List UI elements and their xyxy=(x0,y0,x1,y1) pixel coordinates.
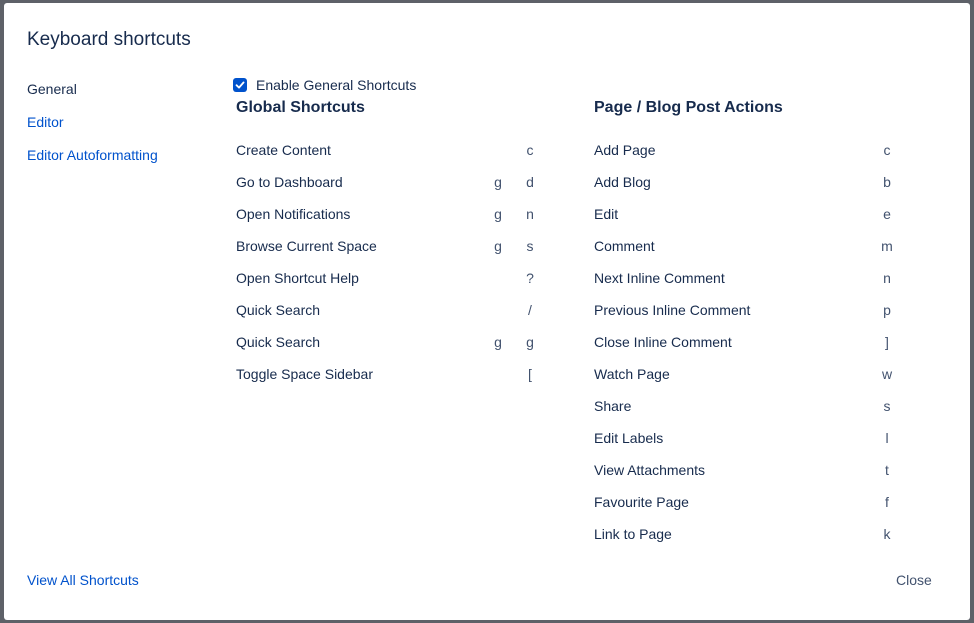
shortcut-key: l xyxy=(885,430,889,446)
shortcut-key: ? xyxy=(526,270,534,286)
shortcut-key: [ xyxy=(528,366,532,382)
global-shortcuts-list xyxy=(236,142,546,398)
shortcut-key: g xyxy=(494,206,502,222)
nav-item-editor-autoformatting[interactable]: Editor Autoformatting xyxy=(27,147,158,163)
shortcut-key: / xyxy=(528,302,532,318)
shortcut-row xyxy=(594,302,914,334)
checkmark-icon xyxy=(235,80,245,90)
shortcut-label: Watch Page xyxy=(594,366,670,382)
shortcut-label: Link to Page xyxy=(594,526,672,542)
shortcut-label: Add Blog xyxy=(594,174,651,190)
shortcut-label: Quick Search xyxy=(236,334,321,350)
shortcut-label: Share xyxy=(594,398,632,414)
shortcut-key: g xyxy=(494,238,502,254)
view-all-shortcuts-link[interactable]: View All Shortcuts xyxy=(27,572,139,588)
global-shortcuts-section xyxy=(236,99,546,398)
shortcut-key: ] xyxy=(885,334,889,350)
shortcut-row xyxy=(236,238,546,270)
shortcut-label: Go to Dashboard xyxy=(236,174,343,190)
shortcut-row xyxy=(236,334,546,366)
enable-general-shortcuts-checkbox[interactable] xyxy=(233,78,247,92)
shortcut-key: b xyxy=(883,174,891,190)
shortcut-row xyxy=(236,270,546,302)
shortcut-row xyxy=(594,174,914,206)
page-blog-actions-list xyxy=(594,142,914,558)
shortcut-label: Previous Inline Comment xyxy=(594,302,751,318)
shortcut-label: Open Notifications xyxy=(236,206,351,222)
shortcut-row xyxy=(594,142,914,174)
global-shortcuts-title: Global Shortcuts xyxy=(236,99,365,116)
shortcut-key: t xyxy=(885,462,889,478)
shortcut-key: e xyxy=(883,206,891,222)
close-button[interactable]: Close xyxy=(886,569,942,591)
shortcut-label: Quick Search xyxy=(236,302,321,318)
shortcut-key: n xyxy=(883,270,891,286)
shortcut-label: View Attachments xyxy=(594,462,706,478)
shortcut-row xyxy=(594,398,914,430)
shortcut-row xyxy=(236,302,546,334)
shortcut-row xyxy=(594,206,914,238)
shortcut-row xyxy=(236,142,546,174)
shortcut-row xyxy=(236,206,546,238)
shortcut-label: Close Inline Comment xyxy=(594,334,732,350)
shortcut-row xyxy=(236,366,546,398)
shortcut-row xyxy=(594,462,914,494)
shortcut-row xyxy=(594,270,914,302)
shortcut-label: Next Inline Comment xyxy=(594,270,725,286)
shortcut-key: g xyxy=(494,174,502,190)
shortcut-row xyxy=(594,366,914,398)
shortcut-row xyxy=(594,430,914,462)
shortcut-row xyxy=(594,334,914,366)
shortcut-label: Comment xyxy=(594,238,655,254)
page-blog-actions-section xyxy=(594,99,914,542)
shortcut-key: f xyxy=(885,494,889,510)
nav-item-editor[interactable]: Editor xyxy=(27,114,64,130)
shortcut-key: c xyxy=(526,142,534,158)
shortcut-row xyxy=(594,494,914,526)
shortcut-key: g xyxy=(526,334,534,350)
shortcut-key: g xyxy=(494,334,502,350)
page-blog-actions-scroll-area[interactable] xyxy=(594,142,914,542)
shortcut-key: c xyxy=(883,142,891,158)
shortcut-category-nav xyxy=(27,81,158,180)
shortcut-label: Create Content xyxy=(236,142,331,158)
enable-general-shortcuts-label: Enable General Shortcuts xyxy=(256,77,417,93)
nav-item-general[interactable]: General xyxy=(27,81,77,97)
shortcut-row xyxy=(236,174,546,206)
shortcut-row xyxy=(594,526,914,558)
enable-general-shortcuts-toggle[interactable] xyxy=(233,77,416,93)
shortcut-key: d xyxy=(526,174,534,190)
shortcut-label: Add Page xyxy=(594,142,656,158)
shortcut-label: Favourite Page xyxy=(594,494,689,510)
dialog-title: Keyboard shortcuts xyxy=(27,29,191,50)
shortcut-key: m xyxy=(881,238,893,254)
shortcut-label: Browse Current Space xyxy=(236,238,377,254)
shortcut-key: k xyxy=(883,526,891,542)
shortcut-key: s xyxy=(526,238,534,254)
shortcut-label: Toggle Space Sidebar xyxy=(236,366,373,382)
shortcut-key: w xyxy=(881,366,893,382)
page-blog-actions-title: Page / Blog Post Actions xyxy=(594,99,783,116)
shortcut-key: n xyxy=(526,206,534,222)
shortcut-row xyxy=(594,238,914,270)
shortcut-label: Edit xyxy=(594,206,619,222)
keyboard-shortcuts-dialog xyxy=(4,3,970,620)
shortcut-key: s xyxy=(883,398,891,414)
shortcut-label: Edit Labels xyxy=(594,430,664,446)
shortcut-key: p xyxy=(883,302,891,318)
shortcut-label: Open Shortcut Help xyxy=(236,270,359,286)
